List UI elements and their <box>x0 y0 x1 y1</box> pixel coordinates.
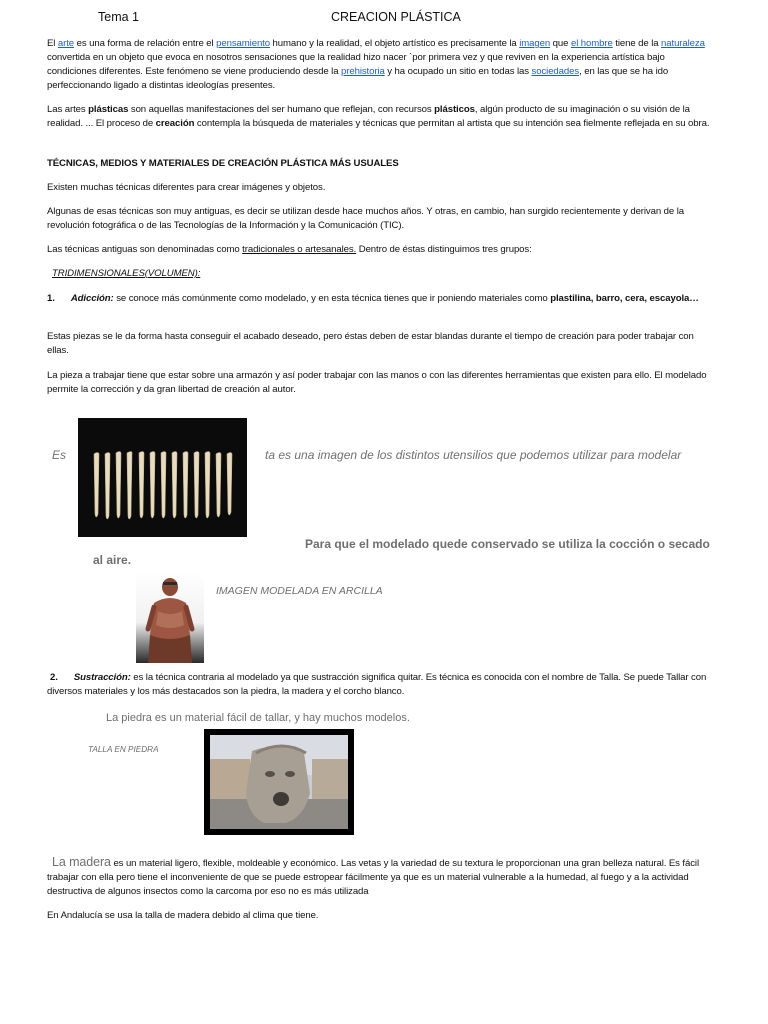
intro-paragraph-1 <box>47 37 715 93</box>
bold-text: plásticas <box>88 104 129 115</box>
paragraph-5 <box>47 243 715 257</box>
paragraph-6: Estas piezas se le da forma hasta conseguir el acabado deseado, pero éstas deben de estar blandas durante el tiempo de creación para poder trabajar con ellas. <box>47 331 694 356</box>
bold-text: creación <box>155 118 195 129</box>
subheading-tridimensionales: TRIDIMENSIONALES(VOLUMEN): <box>52 268 201 279</box>
text: se conoce más comúnmente como modelado, y en esta técnica tienes que ir poniendo materiales como <box>113 293 551 304</box>
text: convertida en un objeto que evoca en nosotros sensaciones que la realidad hizo nacer `por primera vez y que reviven en la experiencia artística bajo condiciones diferentes. Este fenómeno se viene produciendo desde la <box>47 52 665 77</box>
link-arte[interactable]: arte <box>57 38 75 49</box>
section-heading: TÉCNICAS, MEDIOS Y MATERIALES DE CREACIÓN PLÁSTICA MÁS USUALES <box>47 158 399 169</box>
item-number: 1. <box>47 293 55 304</box>
modeling-tools-photo <box>78 418 247 537</box>
link-naturaleza[interactable]: naturaleza <box>661 38 705 49</box>
link-pensamiento[interactable]: pensamiento <box>216 38 270 49</box>
clay-figure-photo <box>136 573 204 663</box>
bold-text: plásticos <box>434 104 475 115</box>
caption-1-left: Es <box>52 448 67 462</box>
text: Dentro de éstas distinguimos tres grupos: <box>356 244 532 255</box>
link-prehistoria[interactable]: prehistoria <box>341 66 385 77</box>
modeling-tools-icon <box>78 418 247 537</box>
paragraph-8-line-2: al aire. <box>93 553 132 567</box>
document-title: CREACION PLÁSTICA <box>331 10 461 24</box>
text: es la técnica contraria al modelado ya que sustracción significa quitar. Es técnica es conocida con el nombre de Talla. Se puede Tallar con diversos materiales y los más destacados son la piedra, la madera y el corcho blanco. <box>47 672 707 697</box>
text: Las artes <box>47 104 89 115</box>
paragraph-8-line-1: Para que el modelado quede conservado se utiliza la cocción o secado <box>305 537 710 551</box>
paragraph-4: Algunas de esas técnicas son muy antiguas, es decir se utilizan desde hace muchos años. Y otras, en cambio, han surgido recientemente y derivan de la revolución fotográfica o de las Tecnologías de la Información y la Comunicación (TIC). <box>47 206 684 231</box>
text: que <box>550 38 571 49</box>
paragraph-9: La piedra es un material fácil de tallar, y hay muchos modelos. <box>106 712 410 724</box>
link-sociedades[interactable]: sociedades <box>531 66 580 77</box>
text: humano y la realidad, el objeto artístico es precisamente la <box>269 38 520 49</box>
tema-label: Tema 1 <box>98 10 139 24</box>
lead-word: La madera <box>52 855 111 869</box>
caption-3: TALLA EN PIEDRA <box>88 745 159 754</box>
text: Las técnicas antiguas son denominadas como <box>47 244 243 255</box>
paragraph-11: En Andalucía se usa la talla de madera debido al clima que tiene. <box>47 910 319 921</box>
paragraph-10 <box>47 855 715 899</box>
caption-2: IMAGEN MODELADA EN ARCILLA <box>216 585 383 597</box>
paragraph-7: La pieza a trabajar tiene que estar sobre una armazón y así poder trabajar con las manos o con las diferentes herramientas que existen para ello. El modelado permite la corrección y da gran libertad de creación al autor. <box>47 370 707 395</box>
text: , en las que se ha ido perfeccionando ligado a distintas ideologías presentes. <box>47 66 669 91</box>
item-term: Adicción: <box>70 293 114 304</box>
stone-carving-photo <box>204 729 354 835</box>
text: y ha ocupado un sitio en todas las <box>384 66 532 77</box>
text: tiene de la <box>612 38 662 49</box>
text: son aquellas manifestaciones del ser humano que reflejan, con recursos <box>128 104 435 115</box>
text: contempla la búsqueda de materiales y técnicas que permitan al artista que su intención sea fielmente reflejada en su obra. <box>194 118 710 129</box>
text: , algún producto de su imaginación o su visión de la realidad. ... El proceso de <box>47 104 690 129</box>
bold-text: plastilina, barro, cera, escayola… <box>550 293 699 304</box>
stone-carving-icon <box>204 729 354 835</box>
text: El <box>47 38 58 49</box>
caption-1-right: ta es una imagen de los distintos utensilios que podemos utilizar para modelar <box>265 448 682 462</box>
link-imagen[interactable]: imagen <box>519 38 551 49</box>
intro-paragraph-2 <box>47 103 715 131</box>
link-el-hombre[interactable]: el hombre <box>570 38 613 49</box>
text: es una forma de relación entre el <box>74 38 217 49</box>
clay-figure-icon <box>136 573 204 663</box>
item-2-sustraccion <box>47 671 715 699</box>
item-term: Sustracción: <box>73 672 131 683</box>
item-number: 2. <box>50 672 58 683</box>
underlined-text: tradicionales o artesanales. <box>242 244 357 255</box>
item-1-adiccion <box>47 292 715 306</box>
text: es un material ligero, flexible, moldeable y económico. Las vetas y la variedad de su textura le proporcionan una gran belleza natural. Es fácil trabajar con ella pero tiene el inconveniente de que se puede estropear fácilmente ya que es un material vulnerable a la humedad, al fuego y a la actividad destructiva de algunos insectos como la carcoma por eso no es más utilizada <box>47 858 699 897</box>
paragraph-3: Existen muchas técnicas diferentes para crear imágenes y objetos. <box>47 182 326 193</box>
